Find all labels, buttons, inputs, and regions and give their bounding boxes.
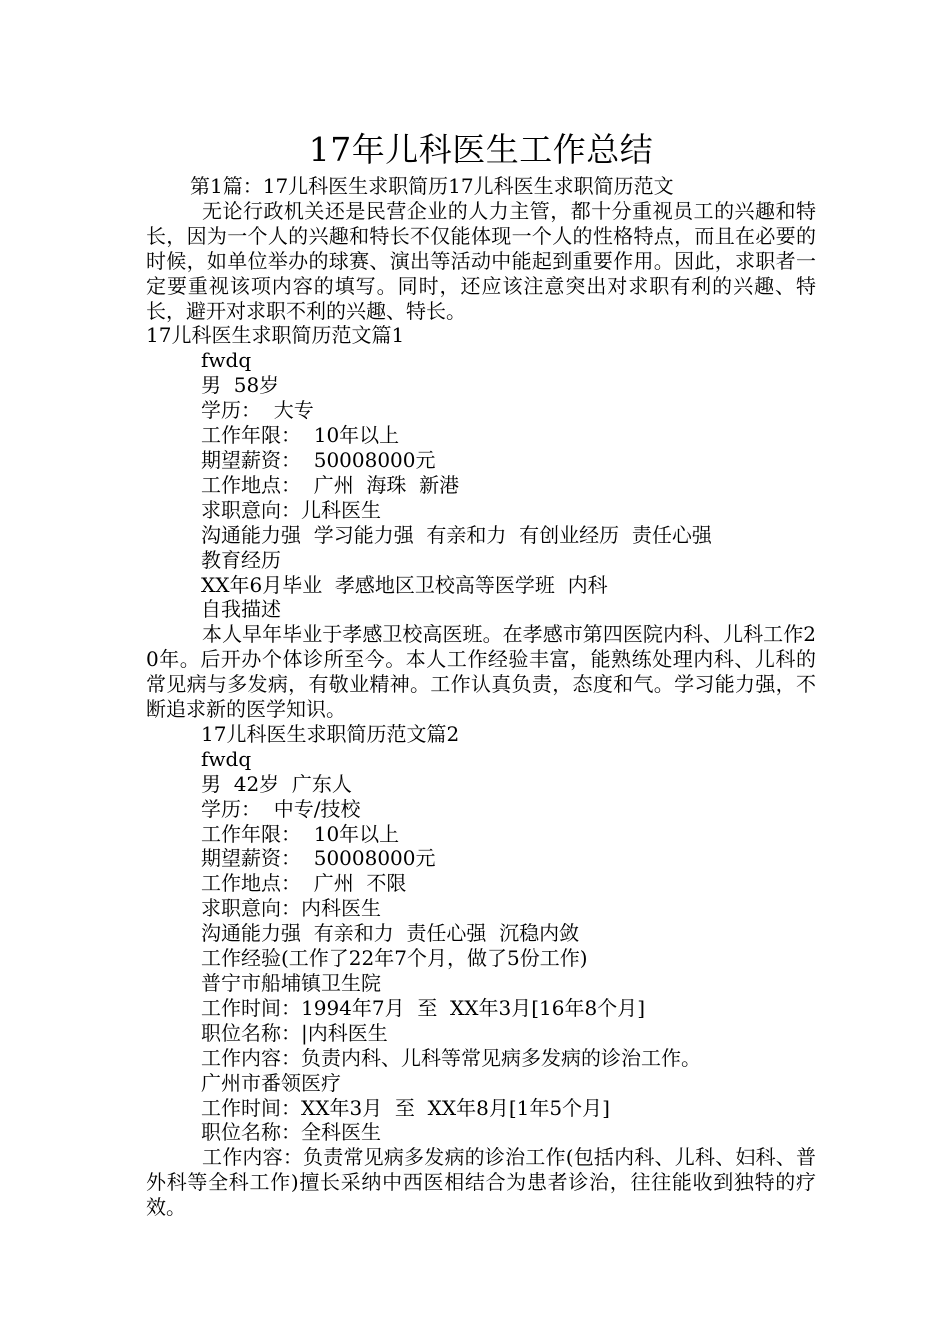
resume1-heading: 17儿科医生求职简历范文篇1 [146,323,405,348]
chapter-heading: 第1篇：17儿科医生求职简历17儿科医生求职简历范文 [190,174,674,198]
resume2-position-2: 职位名称：全科医生 [201,1120,381,1145]
document-title: 17年儿科医生工作总结 [308,130,654,169]
resume1-education: 学历： 大专 [201,398,314,423]
resume1-education-entry: XX年6月毕业 孝感地区卫校高等医学班 内科 [201,572,608,597]
resume2-employer-2: 广州市番领医疗 [201,1070,341,1095]
resume1-location: 工作地点： 广州 海珠 新港 [201,472,460,497]
resume2-position-1: 职位名称：|内科医生 [201,1020,388,1045]
resume1-education-heading: 教育经历 [201,547,281,572]
intro-paragraph: 无论行政机关还是民营企业的人力主管，都十分重视员工的兴趣和特长，因为一个人的兴趣和特长不仅能体现一个人的性格特点，而且在必要的时候，如单位举办的球赛、演出等活动中能起到重要作用。因此，求职者一定要重视该项内容的填写。同时，还应该注意突出对求职有利的兴趣、特长，避开对求职不利的兴趣、特长。 [146,198,816,323]
resume2-gender-age: 男 42岁 广东人 [201,771,352,796]
document-page [146,128,816,1220]
resume2-heading: 17儿科医生求职简历范文篇2 [201,721,460,746]
resume2-employer-1: 普宁市船埔镇卫生院 [201,971,381,995]
resume2-work-time-2: 工作时间：XX年3月 至 XX年8月[1年5个月] [201,1095,610,1120]
resume2-duties-2: 工作内容：负责常见病多发病的诊治工作(包括内科、儿科、妇科、普外科等全科工作)擅长采纳中西医相结合为患者诊治，往往能收到独特的疗效。 [146,1145,816,1220]
resume2-experience-heading: 工作经验(工作了22年7个月，做了5份工作) [201,946,588,971]
resume1-skills: 沟通能力强 学习能力强 有亲和力 有创业经历 责任心强 [201,522,712,547]
resume1-self-description: 本人早年毕业于孝感卫校高医班。在孝感市第四医院内科、儿科工作20年。后开办个体诊所至今。本人工作经验丰富，能熟练处理内科、儿科的常见病与多发病，有敬业精神。工作认真负责，态度和气。学习能力强，不断追求新的医学知识。 [146,622,816,722]
resume1-salary: 期望薪资： 50008000元 [201,447,436,472]
resume1-self-description-heading: 自我描述 [201,597,281,622]
resume2-education: 学历： 中专/技校 [201,796,361,821]
resume1-gender-age: 男 58岁 [201,373,280,398]
resume2-location: 工作地点： 广州 不限 [201,871,407,896]
resume1-job-intent: 求职意向：儿科医生 [201,497,381,522]
resume2-name: fwdq [201,746,252,771]
resume2-salary: 期望薪资： 50008000元 [201,846,436,871]
resume2-job-intent: 求职意向：内科医生 [201,896,381,921]
resume2-skills: 沟通能力强 有亲和力 责任心强 沉稳内敛 [201,921,580,946]
resume2-duties-1: 工作内容：负责内科、儿科等常见病多发病的诊治工作。 [201,1045,701,1070]
resume1-work-years: 工作年限： 10年以上 [201,423,400,448]
resume2-work-time-1: 工作时间：1994年7月 至 XX年3月[16年8个月] [201,995,646,1020]
resume2-work-years: 工作年限： 10年以上 [201,821,400,846]
resume1-name: fwdq [201,348,252,373]
